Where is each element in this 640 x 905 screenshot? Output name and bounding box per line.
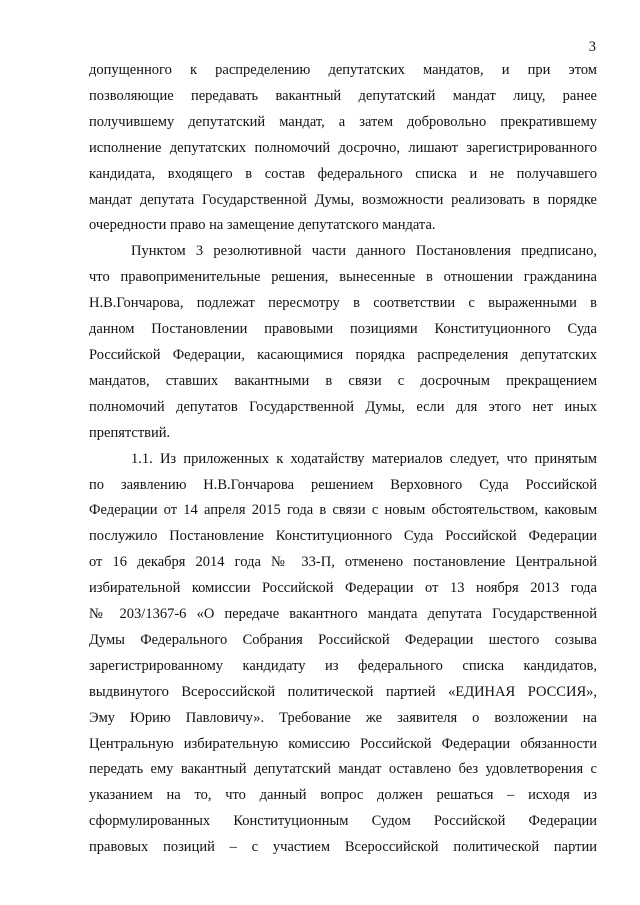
text-line: сформулированных Конституционным Судом Российской Федерации xyxy=(89,813,597,830)
text-line: что правоприменительные решения, вынесенные в отношении гражданина xyxy=(89,269,597,286)
text-line: препятствий. xyxy=(89,424,171,441)
text-line: мандатов, ставших вакантными в связи с досрочным прекращением xyxy=(89,372,597,389)
text-line: исполнение депутатских полномочий досрочно, лишают зарегистрированного xyxy=(89,139,597,156)
text-line: Эму Юрию Павловичу». Требование же заявителя о возложении на xyxy=(89,709,597,726)
text-line: послужило Постановление Конституционного Суда Российской Федерации xyxy=(89,528,597,545)
text-line: очередности право на замещение депутатского мандата. xyxy=(89,217,436,234)
text-line: Российской Федерации, касающимися порядка распределения депутатских xyxy=(89,346,597,363)
text-line: № 203/1367-6 «О передаче вакантного мандата депутата Государственной xyxy=(89,606,597,623)
text-line: получившему депутатский мандат, а затем добровольно прекратившему xyxy=(89,113,597,130)
page-number: 3 xyxy=(588,39,596,55)
text-line: правовых позиций – с участием Всероссийской политической партии xyxy=(89,839,597,856)
paragraph-continuation xyxy=(89,58,597,239)
text-line: Центральную избирательную комиссию Российской Федерации обязанности xyxy=(89,735,597,752)
text-line: Думы Федерального Собрания Российской Федерации шестого созыва xyxy=(89,631,597,648)
text-line: Пунктом 3 резолютивной части данного Постановления предписано, xyxy=(131,243,597,260)
text-line: указанием на то, что данный вопрос должен решаться – исходя из xyxy=(89,787,597,804)
text-line: от 16 декабря 2014 года № 33-П, отменено постановление Центральной xyxy=(89,554,597,571)
text-line: зарегистрированному кандидату из федерального списка кандидатов, xyxy=(89,657,597,674)
text-line: по заявлению Н.В.Гончарова решением Верховного Суда Российской xyxy=(89,476,597,493)
text-line: Федерации от 14 апреля 2015 года в связи с новым обстоятельством, каковым xyxy=(89,502,597,519)
text-line: выдвинутого Всероссийской политической партией «ЕДИНАЯ РОССИЯ», xyxy=(89,683,597,700)
text-line: допущенного к распределению депутатских мандатов, и при этом xyxy=(89,62,597,78)
text-line: кандидата, входящего в состав федерального списка и не получавшего xyxy=(89,165,597,182)
text-line: мандат депутата Государственной Думы, возможности реализовать в порядке xyxy=(89,191,597,208)
document-body xyxy=(89,58,597,861)
text-line: передать ему вакантный депутатский мандат оставлено без удовлетворения с xyxy=(89,761,597,778)
text-line: избирательной комиссии Российской Федерации от 13 ноября 2013 года xyxy=(89,580,597,597)
paragraph-resolution-point-3 xyxy=(89,239,597,446)
text-line: 1.1. Из приложенных к ходатайству материалов следует, что принятым xyxy=(131,450,597,467)
text-line: данном Постановлении правовыми позициями Конституционного Суда xyxy=(89,321,597,338)
text-line: полномочий депутатов Государственной Думы, если для этого нет иных xyxy=(89,398,597,415)
paragraph-section-1-1 xyxy=(89,447,597,862)
text-line: позволяющие передавать вакантный депутатский мандат лицу, ранее xyxy=(89,87,597,104)
text-line: Н.В.Гончарова, подлежат пересмотру в соответствии с выраженными в xyxy=(89,295,597,312)
